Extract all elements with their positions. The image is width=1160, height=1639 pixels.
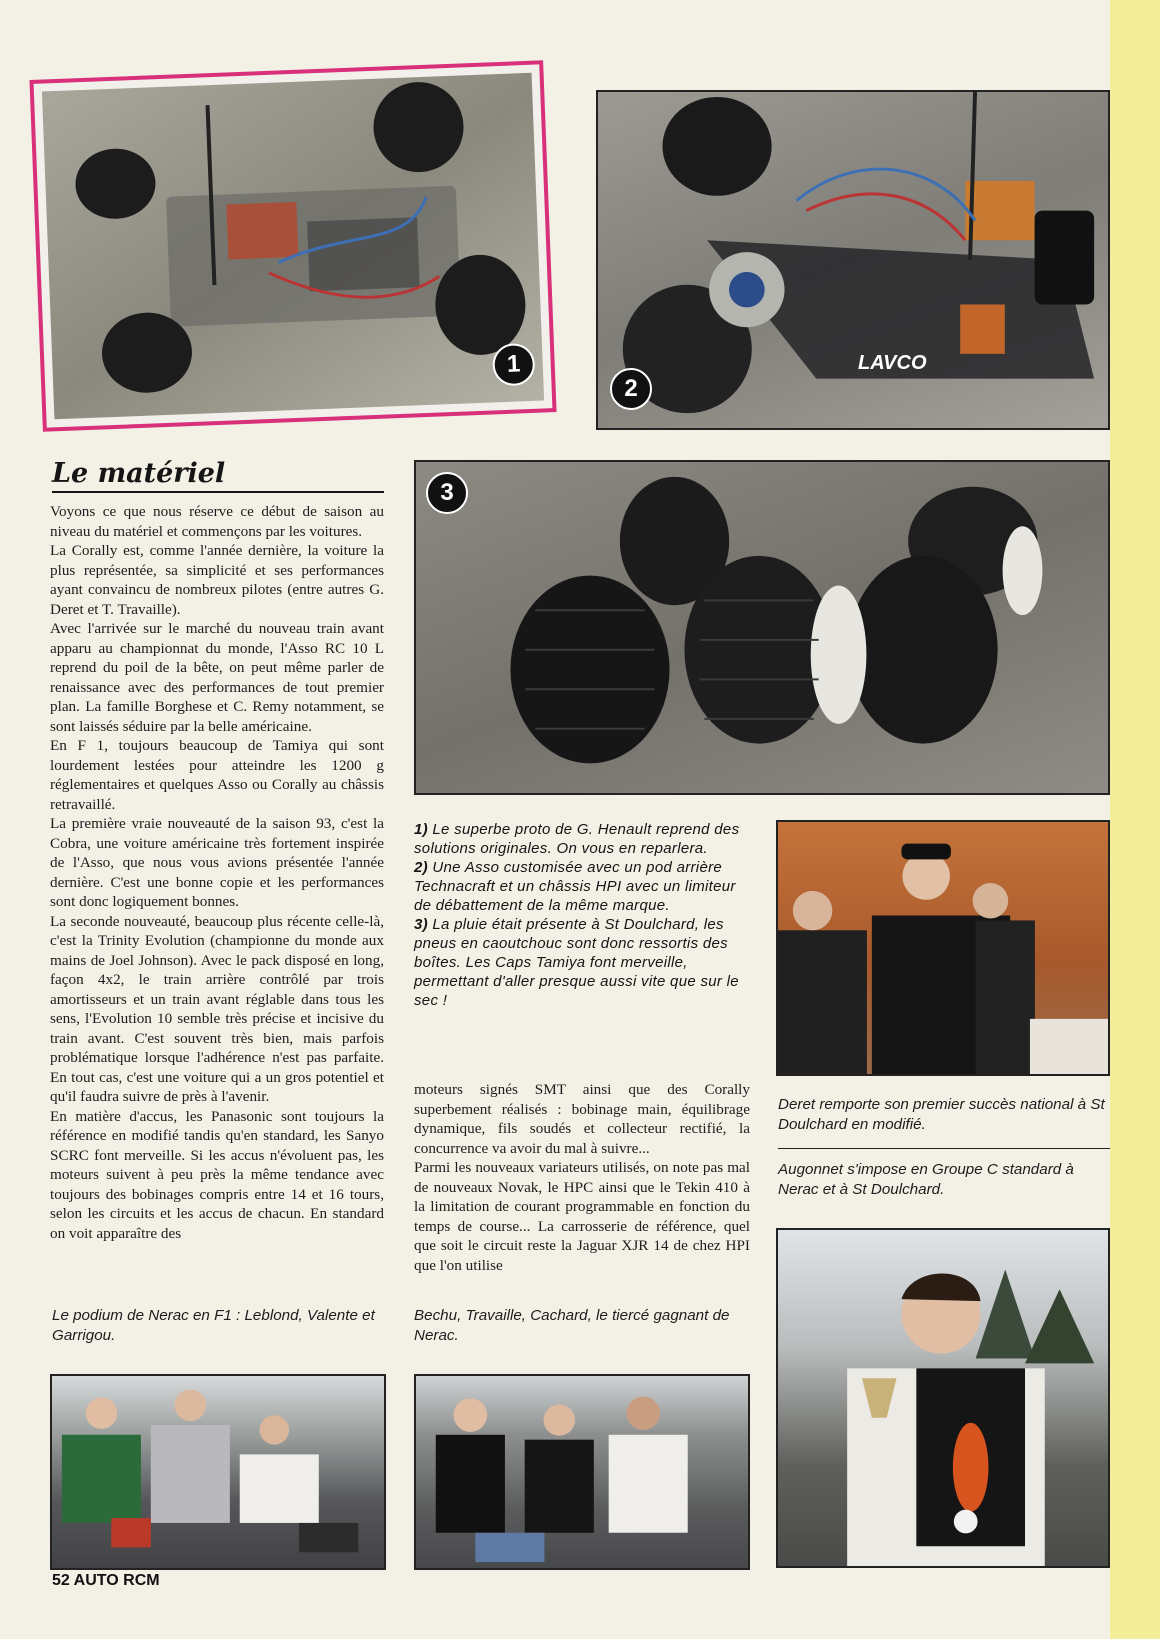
caption-divider (778, 1148, 1110, 1149)
paragraph: La première vraie nouveauté de la saison 93, c'est la Cobra, une voiture américaine très fortement inspirée de l'Asso, que nous vous avions présentée l'année dernière. C'est une bonne copie et les performances sont donc logiquement bonnes. (50, 815, 384, 910)
paragraph: En matière d'accus, les Panasonic sont toujours la référence en modifié tandis qu'en standard, les Sanyo SCRC font merveille. Si les accus n'évoluent pas, les moteurs suivent à peu près la même tendance avec toujours des bobinages compris entre 14 et 16 tours, selon les circuits et les accus de chacun. En standard on voit apparaître des (50, 1107, 384, 1242)
lavco-sticker: LAVCO (858, 352, 927, 374)
nerac-f1-podium-photo (50, 1374, 386, 1570)
paragraph: En F 1, toujours beaucoup de Tamiya qui sont lourdement lestées pour atteindre les 1200 g réglementaires et quelques Asso ou Corally au châssis retravaillé. (50, 737, 384, 813)
legend-text: Une Asso customisée avec un pod arrière Technacraft et un châssis HPI avec un limiteur de débattement de la même marque. (414, 859, 736, 914)
page-number: 52 (52, 1572, 70, 1589)
photo-1-number-badge: 1 (492, 343, 536, 387)
deret-podium-photo (776, 820, 1110, 1076)
augonnet-caption: Augonnet s'impose en Groupe C standard à Nerac et à St Doulchard. (778, 1161, 1074, 1198)
photo-3-number-badge: 3 (426, 472, 468, 514)
legend-text: La pluie était présente à St Doulchard, les pneus en caoutchouc sont donc ressortis des boîtes. Les Caps Tamiya font merveille, permettant d'aller presque aussi vite que sur le sec ! (414, 916, 739, 1009)
photo-2-number-badge: 2 (610, 368, 652, 410)
legend-number: 3) (414, 916, 428, 933)
column-2-text (414, 1080, 750, 1290)
page-footer (52, 1572, 160, 1590)
paragraph: La Corally est, comme l'année dernière, la voiture la plus représentée, sa simplicité et ses performances ayant convaincu de nombreux pilotes (entre autres G. Deret et T. Travaille). (50, 542, 384, 618)
side-color-band (1110, 0, 1160, 1639)
paragraph: Voyons ce que nous réserve ce début de saison au niveau du matériel et commençons par les voitures. (50, 503, 384, 540)
rc-car-chassis-photo-2 (596, 90, 1110, 430)
paragraph: moteurs signés SMT ainsi que des Corally superbement réalisés : bobinage main, équilibrage dynamique, fils soudés et collecteur rectifié, la concurrence va avoir du mal à suivre... (414, 1081, 750, 1157)
deret-caption: Deret remporte son premier succès national à St Doulchard en modifié. (778, 1096, 1105, 1133)
paragraph: Parmi les nouveaux variateurs utilisés, on note pas mal de nouveaux Novak, le HPC ainsi que le Tekin 410 à la limitation de courant programmable en fonction du temps de course... La carrosserie de référence, quel que soit le circuit reste la Jaguar XJR 14 de chez HPI que l'on utilise (414, 1159, 750, 1274)
legend-text: Le superbe proto de G. Henault reprend des solutions originales. On vous en reparlera. (414, 821, 740, 857)
nerac-winners-photo (414, 1374, 750, 1570)
photo-1-frame (29, 60, 556, 431)
photo-legend (414, 820, 750, 1010)
tires-photo-3 (414, 460, 1110, 795)
augonnet-trophy-photo (776, 1228, 1110, 1568)
column-1-text (50, 502, 384, 1282)
magazine-name: AUTO RCM (73, 1572, 160, 1589)
legend-number: 2) (414, 859, 428, 876)
section-heading: Le matériel (52, 458, 384, 493)
bechu-caption: Bechu, Travaille, Cachard, le tiercé gagnant de Nerac. (414, 1307, 730, 1344)
paragraph: Avec l'arrivée sur le marché du nouveau train avant apparu au championnat du monde, l'Asso RC 10 L reprend du poil de la bête, on peut même parler de renaissance avec des performances de tout premier plan. La famille Borghese et C. Remy notamment, se sont laissés séduire par la belle américaine. (50, 620, 384, 735)
paragraph: La seconde nouveauté, beaucoup plus récente celle-là, c'est la Trinity Evolution (championne du monde aux mains de Joel Johnson). Avec le pack disposé en long, façon 4x2, le train arrière contrôlé par trois amortisseurs et un train avant réglable dans tous les sens, l'Evolution 10 semble très précise et incisive du train avant. C'est souvent très bien, mais parfois problématique lorsque l'adhérence n'est pas parfaite. En tout cas, c'est une voiture qui a un gros potentiel et qu'il faudra suivre de près à l'avenir. (50, 912, 384, 1105)
podium-f1-caption: Le podium de Nerac en F1 : Leblond, Valente et Garrigou. (52, 1307, 375, 1344)
rc-car-chassis-photo-1 (42, 73, 544, 420)
legend-number: 1) (414, 821, 428, 838)
